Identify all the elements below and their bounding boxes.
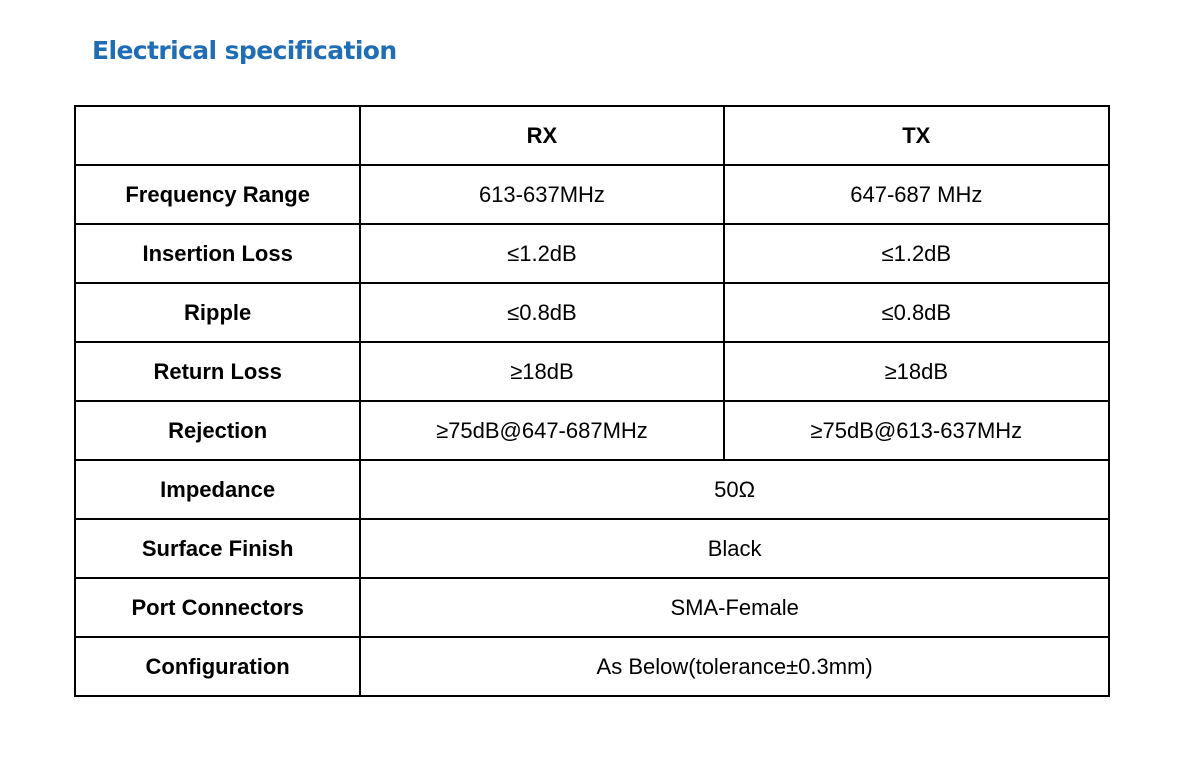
row-label: Port Connectors bbox=[75, 578, 360, 637]
row-label: Configuration bbox=[75, 637, 360, 696]
table-row bbox=[75, 224, 1109, 283]
merged-value: Black bbox=[360, 519, 1109, 578]
table-row-merged bbox=[75, 578, 1109, 637]
table-row bbox=[75, 165, 1109, 224]
rx-value: ≥18dB bbox=[360, 342, 723, 401]
row-label: Rejection bbox=[75, 401, 360, 460]
merged-value: As Below(tolerance±0.3mm) bbox=[360, 637, 1109, 696]
merged-value: 50Ω bbox=[360, 460, 1109, 519]
merged-value: SMA-Female bbox=[360, 578, 1109, 637]
spec-table bbox=[74, 105, 1110, 697]
table-row-merged bbox=[75, 519, 1109, 578]
tx-value: ≤1.2dB bbox=[724, 224, 1109, 283]
table-row-merged bbox=[75, 460, 1109, 519]
rx-value: ≥75dB@647-687MHz bbox=[360, 401, 723, 460]
table-header-row bbox=[75, 106, 1109, 165]
page-title: Electrical specification bbox=[92, 36, 397, 65]
tx-value: ≥18dB bbox=[724, 342, 1109, 401]
tx-value: ≤0.8dB bbox=[724, 283, 1109, 342]
row-label: Frequency Range bbox=[75, 165, 360, 224]
row-label: Insertion Loss bbox=[75, 224, 360, 283]
table-row bbox=[75, 342, 1109, 401]
table-row bbox=[75, 283, 1109, 342]
header-empty bbox=[75, 106, 360, 165]
tx-value: 647-687 MHz bbox=[724, 165, 1109, 224]
header-rx: RX bbox=[360, 106, 723, 165]
table-row bbox=[75, 401, 1109, 460]
rx-value: ≤0.8dB bbox=[360, 283, 723, 342]
row-label: Ripple bbox=[75, 283, 360, 342]
table-row-merged bbox=[75, 637, 1109, 696]
row-label: Surface Finish bbox=[75, 519, 360, 578]
row-label: Impedance bbox=[75, 460, 360, 519]
rx-value: ≤1.2dB bbox=[360, 224, 723, 283]
rx-value: 613-637MHz bbox=[360, 165, 723, 224]
row-label: Return Loss bbox=[75, 342, 360, 401]
header-tx: TX bbox=[724, 106, 1109, 165]
tx-value: ≥75dB@613-637MHz bbox=[724, 401, 1109, 460]
